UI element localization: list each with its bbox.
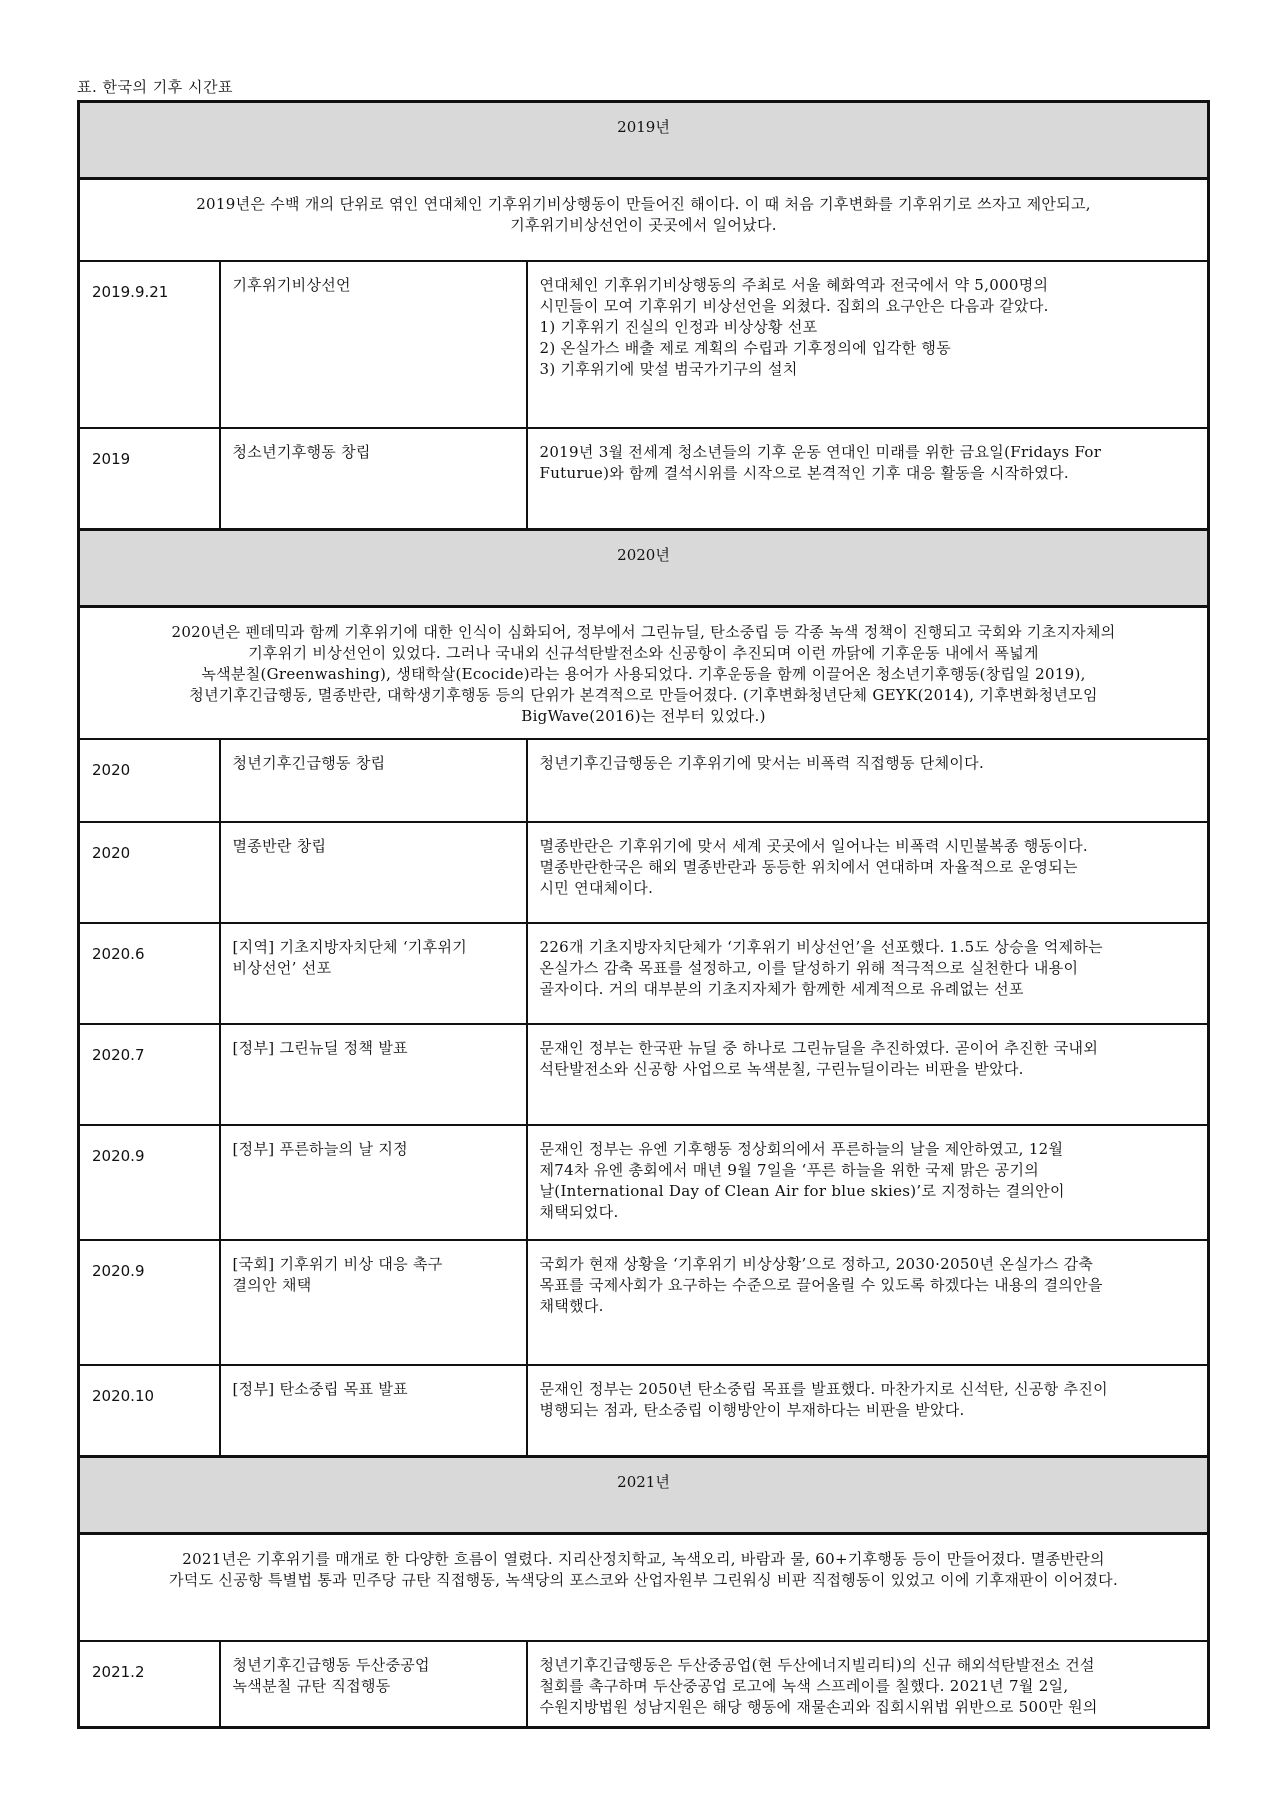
year-header-2021 xyxy=(79,1457,1209,1534)
event-date: 2020 xyxy=(79,822,220,923)
year-label: 2019년 xyxy=(79,102,1209,179)
event-title: 기후위기비상선언 xyxy=(220,261,527,428)
event-date: 2020.9 xyxy=(79,1240,220,1365)
year-summary-2019: 2019년은 수백 개의 단위로 엮인 연대체인 기후위기비상행동이 만들어진 해이다. 이 때 처음 기후변화를 기후위기로 쓰자고 제안되고, 기후위기비상선언이 곳곳에서 일어났다. xyxy=(79,179,1209,262)
year-summary-2020: 2020년은 펜데믹과 함께 기후위기에 대한 인식이 심화되어, 정부에서 그린뉴딜, 탄소중립 등 각종 녹색 정책이 진행되고 국회와 기초지자체의 기후위기 비상선언이 있었다. 그러나 국내외 신규석탄발전소와 신공항이 추진되며 이런 까닭에 기후운동 내에서 폭넓게 녹색분칠(Greenwashing), 생태학살(Ecocide)라는 용어가 사용되었다. 기후운동을 함께 이끌어온 청소년기후행동(창립일 2019), 청년기후긴급행동, 멸종반란, 대학생기후행동 등의 단위가 본격적으로 만들어졌다. (기후변화청년단체 GEYK(2014), 기후변화청년모임 BigWave(2016)는 전부터 있었다.) xyxy=(79,606,1209,739)
event-date: 2020.10 xyxy=(79,1365,220,1457)
climate-timeline-table xyxy=(77,100,1210,1729)
table-row xyxy=(79,923,1209,1024)
event-title: [정부] 탄소중립 목표 발표 xyxy=(220,1365,527,1457)
event-description: 문재인 정부는 유엔 기후행동 정상회의에서 푸른하늘의 날을 제안하였고, 12월 제74차 유엔 총회에서 매년 9월 7일을 ‘푸른 하늘을 위한 국제 맑은 공기의 날(International Day of Clean Air for blue skies)’로 지정하는 결의안이 채택되었다. xyxy=(527,1125,1209,1240)
table-row xyxy=(79,428,1209,529)
event-date: 2020 xyxy=(79,739,220,822)
table-row xyxy=(79,1125,1209,1240)
event-description: 연대체인 기후위기비상행동의 주최로 서울 혜화역과 전국에서 약 5,000명의 시민들이 모여 기후위기 비상선언을 외쳤다. 집회의 요구안은 다음과 같았다. 1) 기후위기 진실의 인정과 비상상황 선포 2) 온실가스 배출 제로 계획의 수립과 기후정의에 입각한 행동 3) 기후위기에 맞설 범국가기구의 설치 xyxy=(527,261,1209,428)
table-row xyxy=(79,261,1209,428)
table-row xyxy=(79,822,1209,923)
event-description: 226개 기초지방자치단체가 ‘기후위기 비상선언’을 선포했다. 1.5도 상승을 억제하는 온실가스 감축 목표를 설정하고, 이를 달성하기 위해 적극적으로 실천한다 내용이 골자이다. 거의 대부분의 기초지자체가 함께한 세계적으로 유례없는 선포 xyxy=(527,923,1209,1024)
table-row xyxy=(79,739,1209,822)
event-description: 청년기후긴급행동은 두산중공업(현 두산에너지빌리티)의 신규 해외석탄발전소 건설 철회를 촉구하며 두산중공업 로고에 녹색 스프레이를 칠했다. 2021년 7월 2일, 수원지방법원 성남지원은 해당 행동에 재물손괴와 집회시위법 위반으로 500만 원의 xyxy=(527,1641,1209,1727)
table-row xyxy=(79,1641,1209,1727)
event-title: [국회] 기후위기 비상 대응 촉구 결의안 채택 xyxy=(220,1240,527,1365)
event-description: 문재인 정부는 2050년 탄소중립 목표를 발표했다. 마찬가지로 신석탄, 신공항 추진이 병행되는 점과, 탄소중립 이행방안이 부재하다는 비판을 받았다. xyxy=(527,1365,1209,1457)
year-label: 2021년 xyxy=(79,1457,1209,1534)
event-title: 멸종반란 창립 xyxy=(220,822,527,923)
event-title: [정부] 푸른하늘의 날 지정 xyxy=(220,1125,527,1240)
event-description: 청년기후긴급행동은 기후위기에 맞서는 비폭력 직접행동 단체이다. xyxy=(527,739,1209,822)
event-title: [지역] 기초지방자치단체 ‘기후위기 비상선언’ 선포 xyxy=(220,923,527,1024)
table-row xyxy=(79,1240,1209,1365)
event-date: 2019 xyxy=(79,428,220,529)
event-date: 2021.2 xyxy=(79,1641,220,1727)
event-description: 2019년 3월 전세계 청소년들의 기후 운동 연대인 미래를 위한 금요일(Fridays For Futurue)와 함께 결석시위를 시작으로 본격적인 기후 대응 활동을 시작하였다. xyxy=(527,428,1209,529)
event-date: 2020.9 xyxy=(79,1125,220,1240)
event-title: [정부] 그린뉴딜 정책 발표 xyxy=(220,1024,527,1125)
year-header-2020 xyxy=(79,529,1209,606)
table-caption: 표. 한국의 기후 시간표 xyxy=(77,78,233,96)
year-label: 2020년 xyxy=(79,529,1209,606)
event-description: 멸종반란은 기후위기에 맞서 세계 곳곳에서 일어나는 비폭력 시민불복종 행동이다. 멸종반란한국은 해외 멸종반란과 동등한 위치에서 연대하며 자율적으로 운영되는 시민 연대체이다. xyxy=(527,822,1209,923)
event-date: 2019.9.21 xyxy=(79,261,220,428)
event-title: 청소년기후행동 창립 xyxy=(220,428,527,529)
year-header-2019 xyxy=(79,102,1209,179)
event-description: 국회가 현재 상황을 ‘기후위기 비상상황’으로 정하고, 2030·2050년 온실가스 감축 목표를 국제사회가 요구하는 수준으로 끌어올릴 수 있도록 하겠다는 내용의 결의안을 채택했다. xyxy=(527,1240,1209,1365)
table-row xyxy=(79,1365,1209,1457)
event-description: 문재인 정부는 한국판 뉴딜 중 하나로 그린뉴딜을 추진하였다. 곧이어 추진한 국내외 석탄발전소와 신공항 사업으로 녹색분칠, 구린뉴딜이라는 비판을 받았다. xyxy=(527,1024,1209,1125)
event-title: 청년기후긴급행동 두산중공업 녹색분칠 규탄 직접행동 xyxy=(220,1641,527,1727)
event-title: 청년기후긴급행동 창립 xyxy=(220,739,527,822)
table-row xyxy=(79,1024,1209,1125)
event-date: 2020.7 xyxy=(79,1024,220,1125)
year-summary-2021: 2021년은 기후위기를 매개로 한 다양한 흐름이 열렸다. 지리산정치학교, 녹색오리, 바람과 물, 60+기후행동 등이 만들어졌다. 멸종반란의 가덕도 신공항 특별법 통과 민주당 규탄 직접행동, 녹색당의 포스코와 산업자원부 그린워싱 비판 직접헹동이 있었고 이에 기후재판이 이어졌다. xyxy=(79,1534,1209,1642)
event-date: 2020.6 xyxy=(79,923,220,1024)
